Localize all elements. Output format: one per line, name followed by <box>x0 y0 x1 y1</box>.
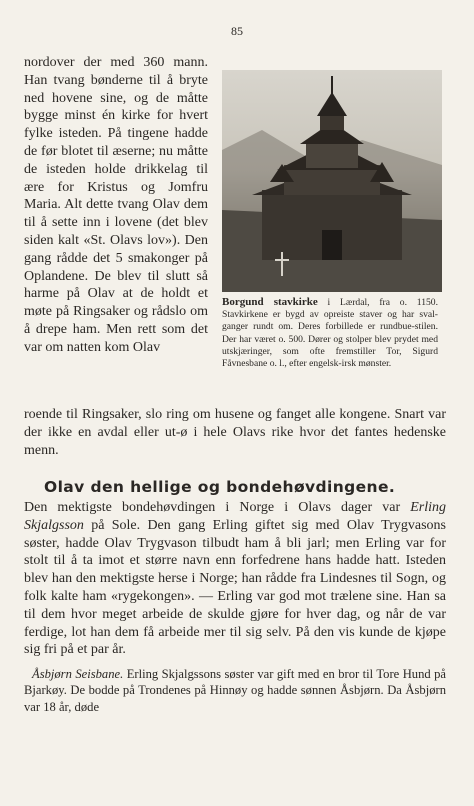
caption-text: i Lærdal, fra o. 1150. Stavkirkene er bygd av opreiste staver og har sval-ganger rundt om. Deres forbillede er rundbue-stilen. Der har været o. 500. Dører og stolper blev prydet med utskjæringer, som ofte fremstiller Tor, Sigurd Fåvnesbane o. l., efter engelsk-irsk mønster. <box>222 297 438 370</box>
erling-name: Erling Skjalgsson <box>24 500 446 533</box>
section-paragraph <box>24 499 446 659</box>
stave-church-illustration <box>222 70 442 292</box>
note-text: Erling Skjalgssons søster var gift med en bror til Tore Hund på Bjarkøy. De bodde på Trondenes på Hinnøy og hadde sønnen Åsbjørn. Da Åsbjørn var 18 år, døde <box>24 667 447 714</box>
caption-title: Borgund stavkirke <box>222 296 318 308</box>
left-column-text: nordover der med 360 mann. Han tvang bønderne til å bryte ned hovene sine, og de måtte bygge minst én kirke for hvert fylke isteden. På tingene hadde de før blotet til æserne; nu måtte de isteden holde drikkelag til ære for Kristus og Jomfru Maria. Alt dette tvang Olav dem til å sette inn i lovene (det blev siden kalt «St. Olavs lov»). Den gang rådde det 5 smakonger på Oplandene. De blev til slutt så harme på Olav at de holdt et møte på Ringsaker og rådslo om å drepe ham. Men rett som det var om natten kom Olav <box>24 55 208 355</box>
section-text-1: Den mektigste bondehøvdingen i Norge i Olavs dager var <box>24 500 411 515</box>
note-paragraph <box>24 666 446 715</box>
stave-church-photo <box>222 70 442 292</box>
section-heading: Olav den hellige og bondehøvdingene. <box>44 478 396 496</box>
section-text-2: på Sole. Den gang Erling giftet sig med Olav Trygvasons søster, hadde Olav Trygvason tilbudt ham å bli jarl; men Erling var for stolt til å ta imot et større navn enn forfedrene hans hadde hatt. Isteden blev han den mektigste herse i Norge; han rådde fra Lindesnes til Sogn, og folk kalte ham «rygekongen». — Erling var god mot trælene sine. Han sa til dem hvor meget arbeide de skulde gjøre for hver dag, og når de var ferdige, lot han dem få arbeide mer til sig selv. På den vis kunde de kjøpe sig fri på et par år. <box>24 517 446 658</box>
page-number: 85 <box>231 24 243 38</box>
note-name: Åsbjørn Seisbane. <box>32 667 124 681</box>
photo-caption <box>222 296 438 370</box>
continuation-paragraph: roende til Ringsaker, slo ring om husene og fanget alle kongene. Snart var der ikke en avdal eller ut-ø i hele Olavs rike hvor det fantes hedenske menn. <box>24 407 446 458</box>
